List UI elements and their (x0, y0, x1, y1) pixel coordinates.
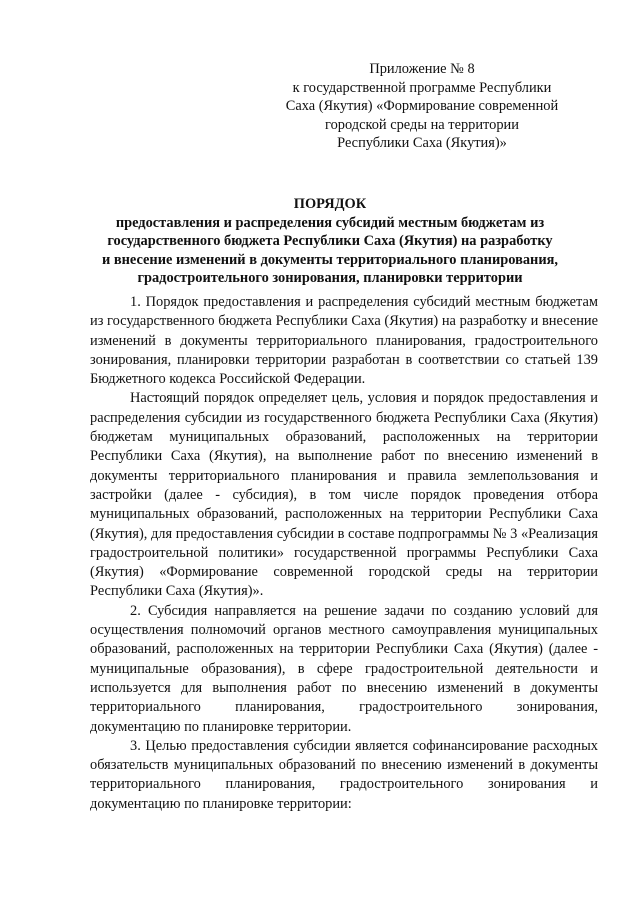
paragraph-3: 3. Целью предоставления субсидии является софинансирование расходных обязательств муниципальных образований по внесению изменений в документы территориального планирования, градостроительного зонирования и документацию по планировке территории: (90, 737, 598, 812)
title-heading: ПОРЯДОК (293, 196, 367, 212)
paragraph-scope: Настоящий порядок определяет цель, условия и порядок предоставления и распределения субсидии из государственного бюджета Республики Саха (Якутия) бюджетам муниципальных образований, расположенных на территории Республики Саха (Якутия), на выполнение работ по внесению изменений в документы территориального планирования и правила землепользования и застройки (далее - субсидия), в том числе порядок проведения отбора муниципальных образований, расположенных на территории Республики Саха (Якутия), для предоставления субсидии в составе подпрограммы № 3 «Реализация градостроительной политики» государственной программы Республики Саха (Якутия) «Формирование современной городской среды на территории Республики Саха (Якутия)». (90, 390, 598, 600)
appendix-number: Приложение № 8 (369, 61, 475, 77)
appendix-reference-line: к государственной программе Республики (292, 79, 552, 96)
title-line: и внесение изменений в документы территориального планирования, (101, 251, 559, 268)
appendix-header (262, 60, 582, 153)
appendix-reference-line: Республики Саха (Якутия)» (337, 135, 507, 152)
title-line: предоставления и распределения субсидий местным бюджетам из (115, 214, 545, 231)
paragraph-2: 2. Субсидия направляется на решение задачи по созданию условий для осуществления полномочий органов местного самоуправления муниципальных образований, расположенных на территории Республики Саха (Якутия) (далее - муниципальные образования), в сфере градостроительной деятельности и используется для выполнения работ по внесению изменений в документы территориального планирования, градостроительного зонирования, документацию по планировке территории. (90, 602, 598, 735)
appendix-reference-line: городской среды на территории (325, 116, 519, 133)
appendix-reference-line: Саха (Якутия) «Формирование современной (285, 98, 559, 115)
paragraph-1: 1. Порядок предоставления и распределения субсидий местным бюджетам из государственного бюджета Республики Саха (Якутия) на разработку и внесение изменений в документы территориального планирования, градостроительного зонирования, планировки территории разработан в соответствии со статьей 139 Бюджетного кодекса Российской Федерации. (90, 294, 598, 388)
title-line: градостроительного зонирования, планировки территории (137, 270, 523, 287)
title-line: государственного бюджета Республики Саха (Якутия) на разработку (107, 233, 553, 250)
document-body (90, 293, 598, 814)
document-title (60, 195, 600, 288)
